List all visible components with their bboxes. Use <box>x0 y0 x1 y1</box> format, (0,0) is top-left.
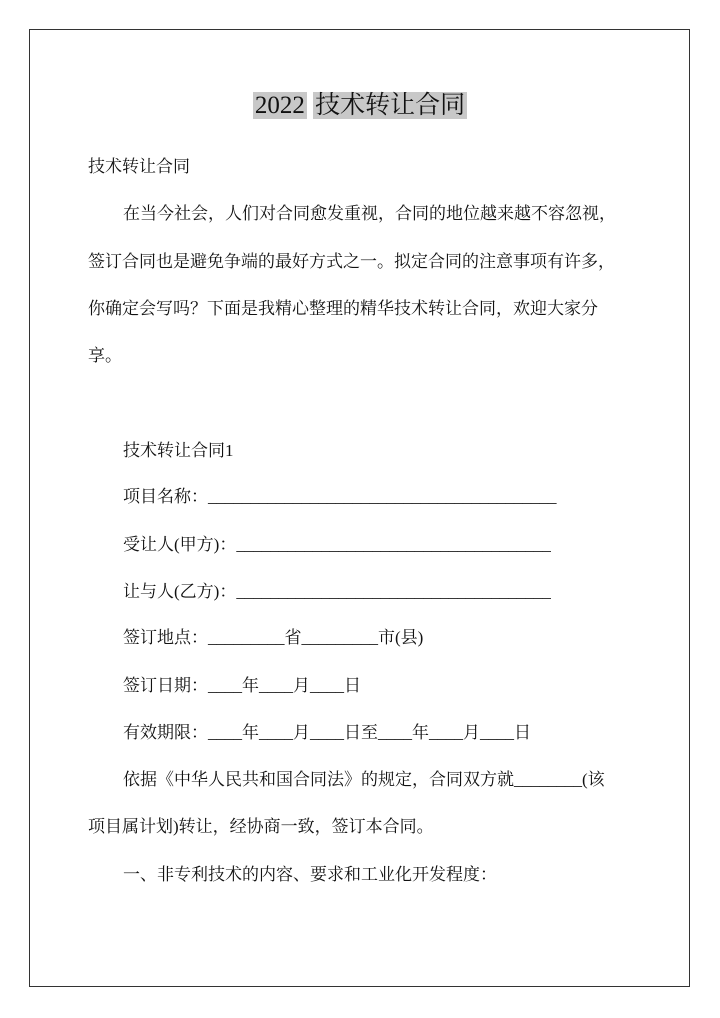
field-sign-date: 签订日期：____年____月____日 <box>123 676 361 695</box>
field-transferee: 受让人(甲方)：_____________________________________ <box>123 535 551 554</box>
intro-line: 你确定会写吗？下面是我精心整理的精华技术转让合同，欢迎大家分 <box>88 299 598 318</box>
field-project-name: 项目名称：_________________________________________ <box>123 487 557 506</box>
intro-line: 在当今社会，人们对合同愈发重视，合同的地位越来越不容忽视， <box>123 204 616 223</box>
intro-line: 享。 <box>88 346 122 365</box>
title-text: 技术转让合同 <box>315 92 466 119</box>
field-validity: 有效期限：____年____月____日至____年____月____日 <box>123 723 531 742</box>
subtitle: 技术转让合同 <box>88 157 190 176</box>
contract-heading: 技术转让合同1 <box>123 441 234 460</box>
intro-line: 签订合同也是避免争端的最好方式之一。拟定合同的注意事项有许多， <box>88 252 615 271</box>
document-title <box>0 88 720 124</box>
title-year: 2022 <box>254 92 305 119</box>
section-1-heading: 一、非专利技术的内容、要求和工业化开发程度： <box>123 865 497 884</box>
field-transferor: 让与人(乙方)：_____________________________________ <box>123 582 551 601</box>
field-sign-place: 签订地点：_________省_________市(县) <box>123 628 424 647</box>
basis-line: 依据《中华人民共和国合同法》的规定，合同双方就________(该 <box>123 770 605 789</box>
basis-line: 项目属计划)转让，经协商一致，签订本合同。 <box>88 817 434 836</box>
